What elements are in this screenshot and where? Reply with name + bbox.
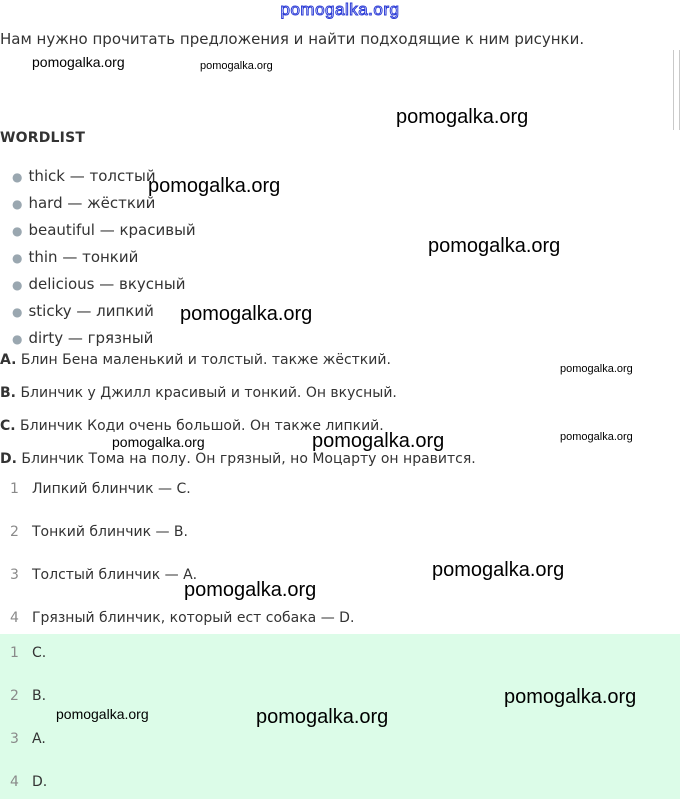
wordlist-item: ● sticky — липкий [12,302,154,320]
bullet-icon: ● [12,251,23,265]
bullet-icon: ● [12,332,23,346]
question-row: 4 Грязный блинчик, который ест собака — D. [10,610,355,626]
site-logo[interactable]: pomogalka.org [280,0,400,19]
sentence-a: A. Блин Бена маленький и толстый. также жёсткий. [0,352,391,368]
wordlist-item: ● beautiful — красивый [12,221,196,239]
answer-row: 3 A. [10,731,46,747]
sentence-b: B. Блинчик у Джилл красивый и тонкий. Он вкусный. [0,385,397,401]
scrollbar-rail[interactable] [673,50,680,130]
answer-row: 4 D. [10,774,48,790]
watermark: pomogalka.org [560,363,633,375]
question-row: 2 Тонкий блинчик — В. [10,524,188,540]
bullet-icon: ● [12,224,23,238]
answer-row: 1 C. [10,645,47,661]
watermark: pomogalka.org [504,686,637,708]
wordlist-item: ● thick — толстый [12,167,156,185]
sentence-d: D. Блинчик Тома на полу. Он грязный, но Моцарту он нравится. [0,451,476,467]
watermark: pomogalka.org [256,706,389,728]
wordlist-item: ● thin — тонкий [12,248,139,266]
intro-text: Нам нужно прочитать предложения и найти подходящие к ним рисунки. [0,30,585,48]
watermark: pomogalka.org [428,235,561,257]
watermark: pomogalka.org [560,431,633,443]
wordlist-item: ● delicious — вкусный [12,275,186,293]
sentence-c: C. Блинчик Коди очень большой. Он также липкий. [0,418,384,434]
wordlist-item: ● dirty — грязный [12,329,154,347]
question-row: 3 Толстый блинчик — А. [10,567,198,583]
bullet-icon: ● [12,305,23,319]
watermark: pomogalka.org [112,434,205,450]
watermark: pomogalka.org [184,579,317,601]
watermark: pomogalka.org [148,175,281,197]
question-row: 1 Липкий блинчик — С. [10,481,191,497]
bullet-icon: ● [12,170,23,184]
watermark: pomogalka.org [200,60,273,72]
answer-row: 2 B. [10,688,47,704]
watermark: pomogalka.org [396,106,529,128]
watermark: pomogalka.org [32,54,125,70]
wordlist-item: ● hard — жёсткий [12,194,156,212]
watermark: pomogalka.org [432,559,565,581]
watermark: pomogalka.org [312,430,445,452]
watermark: pomogalka.org [180,303,313,325]
wordlist-heading: WORDLIST [0,130,86,146]
watermark: pomogalka.org [56,706,149,722]
bullet-icon: ● [12,278,23,292]
bullet-icon: ● [12,197,23,211]
